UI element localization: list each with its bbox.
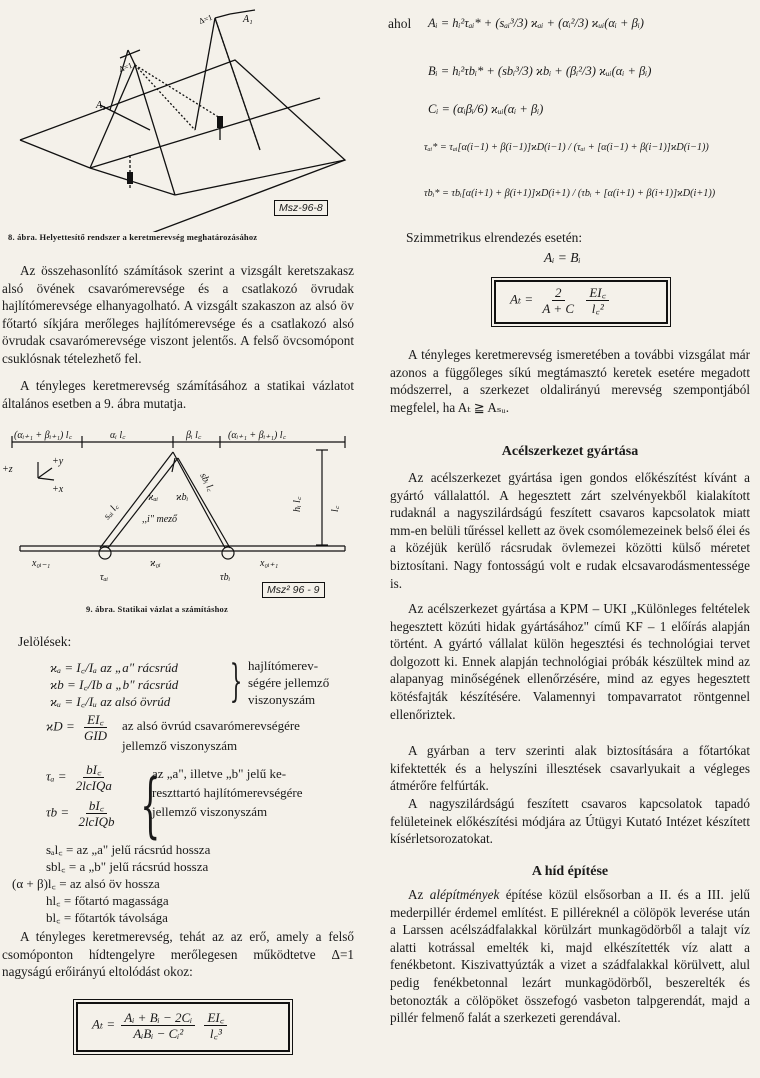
figure-9-label-x0i+1: x₀ᵢ₊₁ bbox=[260, 558, 279, 569]
formula-tau-b: τbᵢ* = τbᵢ[α(i+1) + β(i+1)]ϰD(i+1) / (τbᵢ + [α(i+1) + β(i+1)]ϰD(i+1)) bbox=[424, 188, 716, 199]
figure-9-label-sai: sₐᵢ l꜀ bbox=[101, 501, 121, 522]
formula-at-sym-frac1 bbox=[539, 285, 577, 316]
notation-ta-fraction bbox=[73, 762, 115, 793]
formula-at-full-frac1 bbox=[121, 1010, 195, 1041]
formula-at-full-lhs: Aₜ = bbox=[92, 1016, 116, 1032]
notation-kd-den: GID bbox=[83, 728, 108, 743]
figure-9-label-tbi: τbᵢ bbox=[220, 572, 231, 583]
right-paragraph-4: A gyárban a terv szerinti alak biztosítására a főtartókat kifektették és a helyszíni illesztések csavarlyukait a végleges átmérőre felfúrták. bbox=[390, 743, 750, 794]
formula-at-sym-lhs: Aₜ = bbox=[510, 291, 534, 307]
notation-ta bbox=[46, 762, 118, 793]
left-paragraph-1: Az összehasonlító számítások szerint a vizsgált keretszakasz alsó övének csavarómerevsége és a csatlakozó övrudak hajlítómerevsége elhanyagolható. A vizsgált szakaszon az alsó öv főtartó síkjára merőleges hajlítómerevsége és a csatlakozó alsó övrudak csavarómerevsége viszont jelentős. A felső övcsomópont csuklósnak tételezhető fel. bbox=[2, 263, 354, 366]
left-paragraph-3: A tényleges keretmerevség, tehát az az erő, amely a felső csomóponton hídtengelyre merőlegesen működtetve Δ=1 nagyságú erőirányú eltolódást okoz: bbox=[2, 929, 354, 980]
notation-tb-fraction bbox=[75, 798, 117, 829]
notation-def-h: hl꜀ = főtartó magassága bbox=[46, 893, 169, 908]
figure-8-label-delta1: Δ=1 bbox=[197, 12, 214, 26]
formula-C: Cᵢ = (αᵢβᵢ/6) ϰᵤᵢ(αᵢ + βᵢ) bbox=[428, 102, 544, 116]
heading-hid-epitese: A híd építése bbox=[531, 864, 609, 879]
formula-tau-a: τₐᵢ* = τₐᵢ[α(i−1) + β(i−1)]ϰD(i−1) / (τₐᵢ + [α(i−1) + β(i−1)]ϰD(i−1)) bbox=[424, 142, 709, 153]
symmetric-text: Szimmetrikus elrendezés esetén: bbox=[406, 230, 583, 245]
formula-at-sym-num: 2 bbox=[552, 285, 565, 301]
figure-8-label-a1b: A₁ bbox=[243, 14, 253, 25]
formula-B: Bᵢ = hᵢ²τbᵢ* + (sbᵢ³/3) ϰbᵢ + (βᵢ²/3) ϰᵤᵢ(αᵢ + βᵢ) bbox=[428, 64, 652, 78]
notation-brace1-line1: hajlítómerev- bbox=[248, 658, 319, 673]
figure-9-label-sbi: sbᵢ l꜀ bbox=[197, 471, 217, 494]
figure-9-stamp: Msz² 96 - 9 bbox=[262, 582, 325, 598]
figure-9-axis-x: +x bbox=[52, 484, 64, 495]
formula-at-sym-den2: l꜀² bbox=[591, 301, 604, 316]
figure-8-diagram bbox=[0, 0, 360, 232]
right-paragraph-1: A tényleges keretmerevség ismeretében a további vizsgálat már azonos a függőleges síkú megtámasztó keretek esetére megadott módszerrel, a szerkezet oldalirányú merevség szempontjából megfelel, ha Aₜ ≧ Aₛᵤ. bbox=[390, 347, 750, 415]
notation-kd bbox=[46, 712, 113, 743]
figure-9-label-kbi: ϰbᵢ bbox=[176, 492, 189, 503]
formula-at-full-num: Aᵢ + Bᵢ − 2Cᵢ bbox=[121, 1010, 195, 1026]
right-paragraph-5: A nagyszilárdságú feszített csavaros kapcsolatok tapadó felületeinek előkészítési módjára az Útügyi Kutató Intézet készített kísérletsorozatokat. bbox=[390, 796, 750, 847]
notation-kd-fraction bbox=[81, 712, 110, 743]
notation-def-ab: (α + β)l꜀ = az alsó öv hossza bbox=[12, 876, 160, 891]
notation-brace-1: } bbox=[229, 656, 243, 707]
figure-9-label-x0i-1: x₀ᵢ₋₁ bbox=[32, 558, 51, 569]
formula-ahol: ahol bbox=[388, 16, 412, 31]
notation-brace2-line1: az „a", illetve „b" jelű ke- bbox=[152, 766, 287, 781]
notation-tb-num: bI꜀ bbox=[86, 798, 107, 814]
left-paragraph-2: A tényleges keretmerevség számításához a statikai vázlatot általános esetben a 9. ábra mutatja. bbox=[2, 378, 354, 411]
right-paragraph-2: Az acélszerkezet gyártása igen gondos előkészítést kívánt a gyártó vállalattól. A hegesztett zárt szelvényekből kialakított rudaknál a nagyszilárdságú feszített csavaros kapcsolatok miatt mm-en belüli tűréssel kellett az övek csomólemezeinek belső élei és a közéjük kerülő rácsrudak övlemezei közötti külső méretet biztosítani. Nagy fontosságú volt e rudak elcsavarodásmentessége is. bbox=[390, 470, 750, 591]
figure-9-dim-1: (αᵢ₊₁ + βᵢ₊₁) l꜀ bbox=[14, 430, 73, 441]
formula-at-full-den2: l꜀³ bbox=[209, 1026, 222, 1041]
notation-def-sb: sbl꜀ = a „b" jelű rácsrúd hossza bbox=[46, 859, 209, 874]
emphasis-word: alépítmények bbox=[429, 887, 500, 902]
notation-def-sa: sₐl꜀ = az „a" jelű rácsrúd hossza bbox=[46, 842, 211, 857]
figure-8-label-a1: A₁ bbox=[96, 100, 106, 111]
notation-row-ka: ϰₐ = I꜀/Iₐ az „a" rácsrúd bbox=[50, 660, 178, 675]
heading-acelszerkezet: Acélszerkezet gyártása bbox=[501, 444, 639, 459]
right-paragraph-3: Az acélszerkezet gyártása a KPM – UKI „Különleges feltételek hegesztett közúti hidak gyártásához" című KF – 1 előírás alapján történt. A gyártó vállalat külön hegesztési és technológiai tervet dolgozott ki. Ennek alapján technológiai próbák készültek mind az alapanyag minőségének ellenőrzésére, mind az egyes hegesztett kötésfajták készítésére. Valamennyi tompavarratot röntgennel ellenőriztek. bbox=[390, 601, 750, 722]
figure-9-axis-y: +y bbox=[52, 456, 64, 467]
notation-tb-den: 2lcIQb bbox=[78, 814, 115, 829]
notation-brace2-line2: reszttartó hajlítómerevségére bbox=[152, 785, 303, 800]
notation-kd-num: EI꜀ bbox=[84, 712, 107, 728]
notation-kd-text1: az alsó övrúd csavarómerevségére bbox=[122, 718, 300, 733]
figure-9-label-kai: ϰₐᵢ bbox=[148, 492, 159, 503]
formula-at-full bbox=[92, 1010, 230, 1041]
notation-title: Jelölések: bbox=[18, 634, 72, 649]
notation-tb bbox=[46, 798, 121, 829]
formula-at-sym-box bbox=[494, 280, 668, 324]
formula-at-full-frac2 bbox=[204, 1010, 227, 1041]
figure-8-stamp: Msz-96-8 bbox=[274, 200, 328, 216]
notation-brace2-line3: jellemző viszonyszám bbox=[152, 804, 268, 819]
figure-9-label-tai: τₐᵢ bbox=[100, 572, 109, 583]
figure-9-axis-z: +z bbox=[2, 464, 13, 475]
formula-at-sym-num2: EI꜀ bbox=[586, 285, 609, 301]
right-paragraph-6: Az alépítmények építése közül elsősorban a II. és a III. jelű mederpillér érdemel említést. E pilléreknél a cölöpök leverése után a Larssen acélszádfalakkal körülzárt munkagödörből a talajt víz alatti kotrással emelték ki, majd elkészítették víz alatt a fenékbetont. Kiszivattyúzták a vizet a szádfalakkal körülvett, alul pedig fenékbetonnal lezárt munkagödörből, beszerelték és betonozták a cölöpöket összefogó vasbeton talpgerendát, majd a pillér felmenő falát a szerkezeti gerendával. bbox=[390, 887, 750, 1026]
formula-at-sym-frac2 bbox=[586, 285, 609, 316]
notation-kd-lhs: ϰD = bbox=[46, 718, 75, 734]
figure-9-label-lc: l꜀ bbox=[330, 505, 341, 512]
formula-A: Aᵢ = hᵢ²τₐᵢ* + (sₐᵢ³/3) ϰₐᵢ + (αᵢ²/3) ϰᵤᵢ(αᵢ + βᵢ) bbox=[428, 16, 644, 30]
figure-8-caption: 8. ábra. Helyettesítő rendszer a keretmerevség meghatározásához bbox=[8, 232, 258, 242]
figure-9-diagram bbox=[0, 420, 360, 600]
figure-9-dim-4: (αᵢ₊₁ + βᵢ₊₁) l꜀ bbox=[228, 430, 287, 441]
notation-row-kb: ϰb = I꜀/Ib a „b" rácsrúd bbox=[50, 677, 179, 692]
notation-ta-num: bI꜀ bbox=[83, 762, 104, 778]
notation-tb-lhs: τb = bbox=[46, 804, 70, 820]
notation-ta-lhs: τₐ = bbox=[46, 768, 67, 784]
notation-brace1-line3: viszonyszám bbox=[248, 692, 316, 707]
notation-def-b: bl꜀ = főtartók távolsága bbox=[46, 910, 168, 925]
formula-at-sym-den: A + C bbox=[542, 301, 575, 316]
notation-brace1-line2: ségére jellemző bbox=[248, 675, 330, 690]
notation-kd-text2: jellemző viszonyszám bbox=[122, 738, 238, 753]
notation-ta-den: 2lcIQa bbox=[75, 778, 112, 793]
notation-row-ku: ϰᵤ = I꜀/Iᵤ az alsó övrúd bbox=[50, 694, 171, 709]
figure-9-label-hi: hᵢ l꜀ bbox=[292, 496, 303, 512]
symmetric-equation: Aᵢ = Bᵢ bbox=[544, 250, 581, 265]
figure-9-caption: 9. ábra. Statikai vázlat a számításhoz bbox=[86, 604, 228, 614]
figure-9-label-kui: ϰ₀ᵢ bbox=[150, 558, 161, 569]
figure-9-dim-3: βᵢ l꜀ bbox=[186, 430, 202, 441]
figure-9-label-mezo: ,,i" mező bbox=[142, 514, 178, 525]
formula-at-full-num2: EI꜀ bbox=[204, 1010, 227, 1026]
notation-brace-2: { bbox=[140, 764, 161, 846]
figure-8-label-delta1b: Δ=1 bbox=[117, 60, 134, 74]
formula-at-sym bbox=[510, 285, 612, 316]
formula-at-full-den: AᵢBᵢ − Cᵢ² bbox=[133, 1026, 184, 1041]
figure-9-dim-2: αᵢ l꜀ bbox=[110, 430, 126, 441]
formula-at-full-box bbox=[76, 1002, 290, 1052]
